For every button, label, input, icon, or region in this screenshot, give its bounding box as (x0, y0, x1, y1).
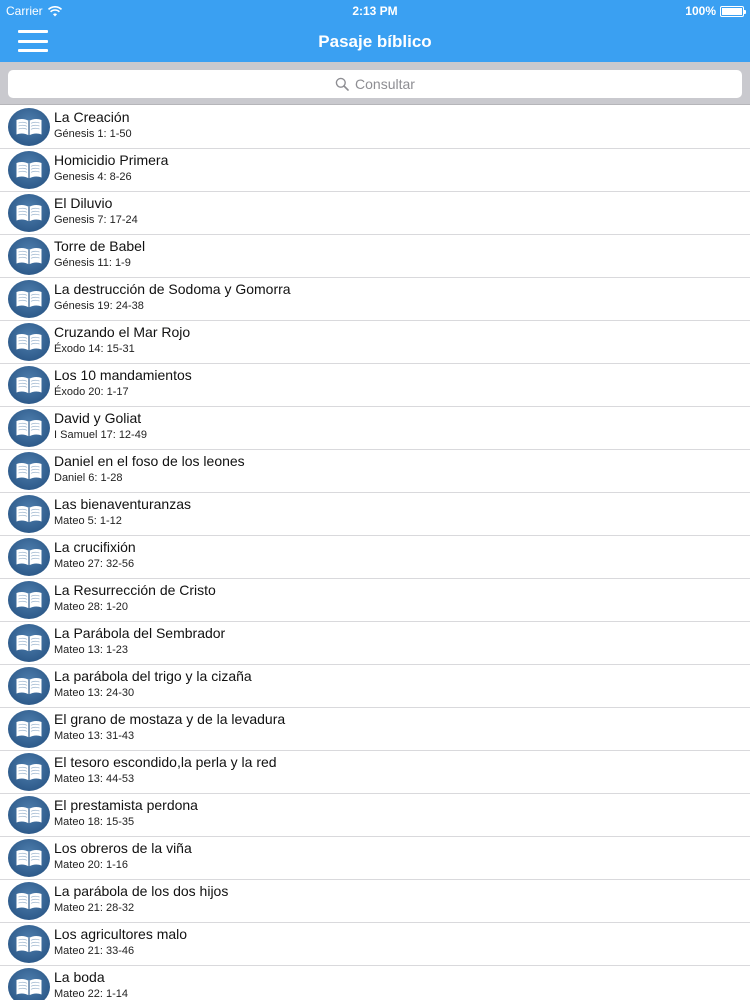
book-icon (8, 108, 50, 146)
passage-title: El Diluvio (54, 195, 113, 211)
passage-reference: Génesis 1: 1-50 (54, 128, 132, 140)
battery-icon (720, 6, 744, 17)
list-item[interactable] (0, 493, 750, 536)
passage-title: La Resurrección de Cristo (54, 582, 216, 598)
battery-level (722, 8, 742, 15)
list-item[interactable] (0, 364, 750, 407)
passage-title: Las bienaventuranzas (54, 496, 191, 512)
list-item[interactable] (0, 407, 750, 450)
list-item[interactable] (0, 579, 750, 622)
book-icon (8, 323, 50, 361)
list-item[interactable] (0, 321, 750, 364)
list-item[interactable] (0, 794, 750, 837)
book-icon (8, 280, 50, 318)
passage-title: La Parábola del Sembrador (54, 625, 226, 641)
top-bar (0, 0, 750, 62)
book-icon (8, 839, 50, 877)
passage-title: El tesoro escondido,la perla y la red (54, 754, 277, 770)
book-icon (8, 237, 50, 275)
passage-title: Cruzando el Mar Rojo (54, 324, 191, 340)
book-icon (8, 366, 50, 404)
passage-reference: Mateo 18: 15-35 (54, 816, 135, 828)
book-icon (8, 452, 50, 490)
passage-reference: Éxodo 20: 1-17 (54, 386, 129, 398)
passage-reference: Mateo 13: 1-23 (54, 644, 128, 656)
navigation-bar (0, 22, 750, 62)
passage-title: El grano de mostaza y de la levadura (54, 711, 286, 727)
list-item[interactable] (0, 106, 750, 149)
passage-reference: I Samuel 17: 12-49 (54, 429, 147, 441)
search-input[interactable] (8, 70, 742, 98)
search-placeholder: Consultar (355, 76, 415, 92)
passage-reference: Mateo 13: 44-53 (54, 773, 135, 785)
book-icon (8, 581, 50, 619)
book-icon (8, 194, 50, 232)
passage-title: Torre de Babel (54, 238, 146, 254)
battery-percent: 100% (685, 4, 716, 18)
passage-reference: Mateo 21: 28-32 (54, 902, 135, 914)
carrier-label: Carrier (6, 4, 43, 18)
book-icon (8, 753, 50, 791)
list-item[interactable] (0, 192, 750, 235)
page-title: Pasaje bíblico (318, 32, 432, 51)
list-item[interactable] (0, 622, 750, 665)
passage-title: La boda (54, 969, 105, 985)
list-item[interactable] (0, 149, 750, 192)
passage-reference: Mateo 28: 1-20 (54, 601, 128, 613)
passage-title: Los obreros de la viña (54, 840, 192, 856)
passage-title: Los 10 mandamientos (54, 367, 192, 383)
passage-title: La crucifixión (54, 539, 136, 555)
status-bar (0, 0, 750, 22)
status-right (685, 4, 744, 18)
passage-reference: Daniel 6: 1-28 (54, 472, 123, 484)
book-icon (8, 495, 50, 533)
book-icon (8, 882, 50, 920)
book-icon (8, 968, 50, 1000)
book-icon (8, 796, 50, 834)
list-item[interactable] (0, 278, 750, 321)
passage-title: La parábola del trigo y la cizaña (54, 668, 252, 684)
list-item[interactable] (0, 923, 750, 966)
passage-reference: Genesis 7: 17-24 (54, 214, 138, 226)
passage-title: La destrucción de Sodoma y Gomorra (54, 281, 291, 297)
search-bar (0, 62, 750, 105)
list-item[interactable] (0, 665, 750, 708)
book-icon (8, 151, 50, 189)
passage-title: Los agricultores malo (54, 926, 188, 942)
list-item[interactable] (0, 966, 750, 1000)
list-item[interactable] (0, 450, 750, 493)
passage-title: El prestamista perdona (54, 797, 198, 813)
passage-reference: Génesis 11: 1-9 (54, 257, 131, 269)
book-icon (8, 538, 50, 576)
list-item[interactable] (0, 751, 750, 794)
passage-title: Daniel en el foso de los leones (54, 453, 245, 469)
passage-reference: Genesis 4: 8-26 (54, 171, 132, 183)
passage-title: La parábola de los dos hijos (54, 883, 229, 899)
list-item[interactable] (0, 708, 750, 751)
book-icon (8, 710, 50, 748)
book-icon (8, 409, 50, 447)
list-item[interactable] (0, 235, 750, 278)
book-icon (8, 624, 50, 662)
passage-reference: Mateo 5: 1-12 (54, 515, 122, 527)
passage-title: La Creación (54, 109, 130, 125)
list-item[interactable] (0, 837, 750, 880)
passage-reference: Mateo 13: 31-43 (54, 730, 135, 742)
book-icon (8, 667, 50, 705)
search-icon (335, 77, 349, 91)
passage-title: Homicidio Primera (54, 152, 169, 168)
passage-reference: Génesis 19: 24-38 (54, 300, 144, 312)
passage-reference: Mateo 22: 1-14 (54, 988, 128, 1000)
status-time: 2:13 PM (352, 4, 398, 18)
passage-reference: Mateo 27: 32-56 (54, 558, 135, 570)
passage-title: David y Goliat (54, 410, 142, 426)
list-item[interactable] (0, 536, 750, 579)
passage-reference: Mateo 13: 24-30 (54, 687, 135, 699)
book-icon (8, 925, 50, 963)
passage-list (0, 106, 750, 1000)
passage-reference: Mateo 20: 1-16 (54, 859, 128, 871)
passage-reference: Éxodo 14: 15-31 (54, 343, 135, 355)
passage-reference: Mateo 21: 33-46 (54, 945, 135, 957)
list-item[interactable] (0, 880, 750, 923)
